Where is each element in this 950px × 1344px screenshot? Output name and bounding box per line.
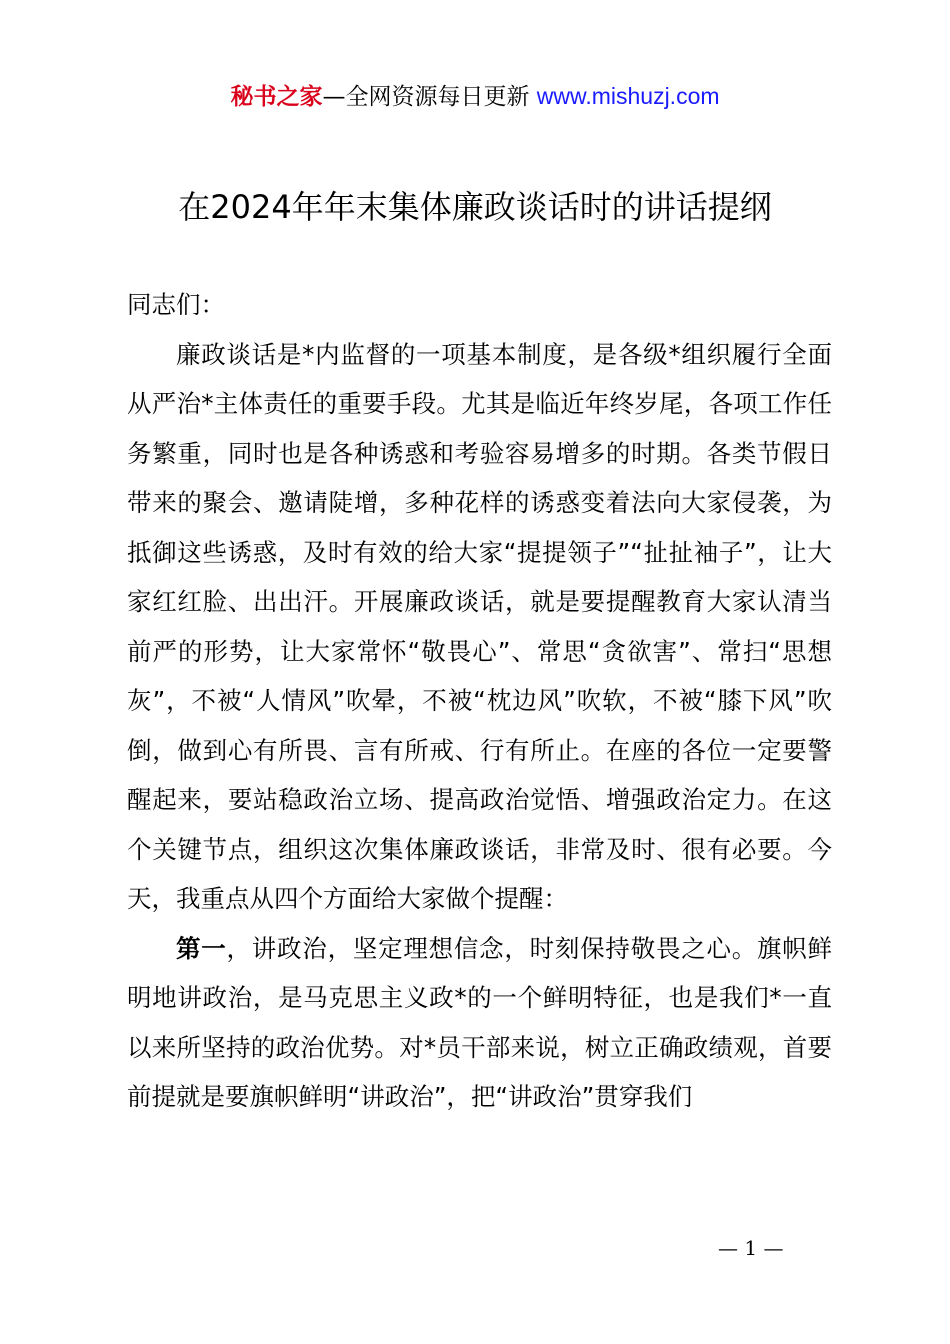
document-title: 在2024年年末集体廉政谈话时的讲话提纲 xyxy=(178,188,772,226)
paragraph-point-one xyxy=(127,924,832,1122)
document-body xyxy=(127,280,832,1122)
site-url-link[interactable]: www.mishuzj.com xyxy=(536,83,720,109)
page-number: — 1 — xyxy=(718,1236,784,1260)
brand-name: 秘书之家 xyxy=(230,84,323,110)
paragraph-intro: 廉政谈话是*内监督的一项基本制度，是各级*组织履行全面从严治*主体责任的重要手段。尤其是临近年终岁尾，各项工作任务繁重，同时也是各种诱惑和考验容易增多的时期。各类节假日带来的聚会、邀请陡增，多种花样的诱惑变着法向大家侵袭，为抵御这些诱惑，及时有效的给大家“提提领子”“扯扯袖子”，让大家红红脸、出出汗。开展廉政谈话，就是要提醒教育大家认清当前严的形势，让大家常怀“敬畏心”、常思“贪欲害”、常扫“思想灰”，不被“人情风”吹晕，不被“枕边风”吹软，不被“膝下风”吹倒，做到心有所畏、言有所戒、行有所止。在座的各位一定要警醒起来，要站稳政治立场、提高政治觉悟、增强政治定力。在这个关键节点，组织这次集体廉政谈话，非常及时、很有必要。今天，我重点从四个方面给大家做个提醒： xyxy=(127,339,832,913)
point-one-lead: 第一 xyxy=(176,933,227,963)
banner-tagline: —全网资源每日更新 xyxy=(322,84,537,110)
point-one-text: ，讲政治，坚定理想信念，时刻保持敬畏之心。旗帜鲜明地讲政治，是马克思主义政*的一个鲜明特征，也是我们*一直以来所坚持的政治优势。对*员干部来说，树立正确政绩观，首要前提就是要旗帜鲜明“讲政治”，把“讲政治”贯穿我们 xyxy=(127,933,833,1111)
salutation: 同志们： xyxy=(127,290,225,319)
site-banner xyxy=(0,80,950,113)
